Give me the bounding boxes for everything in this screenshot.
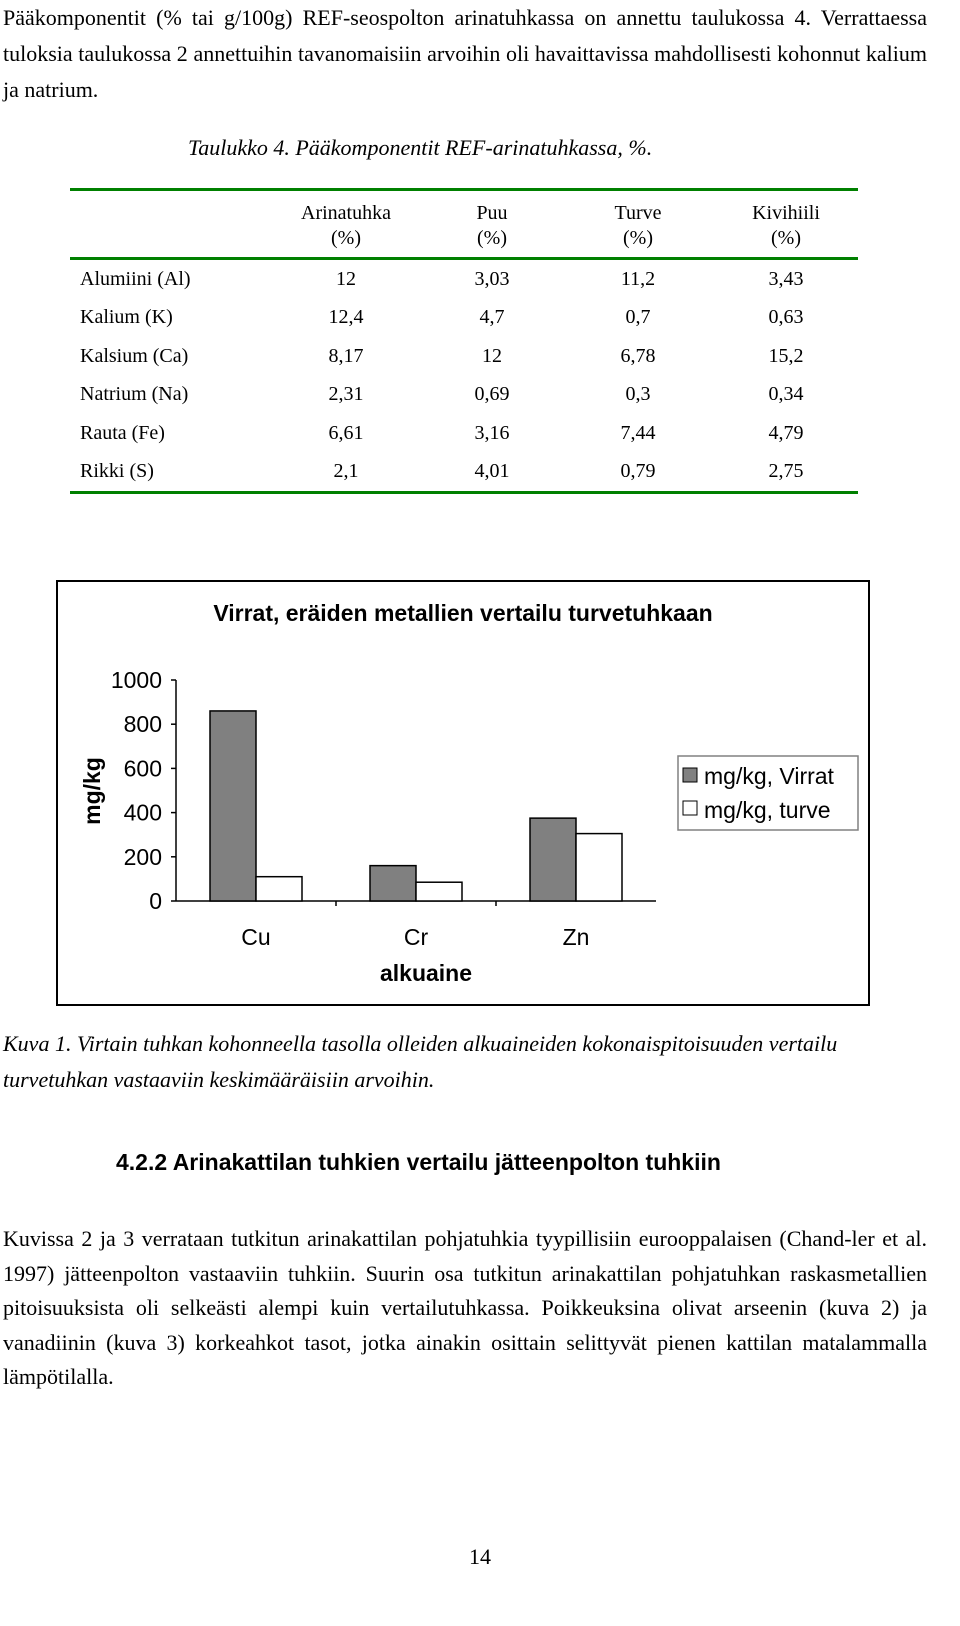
- x-axis-label: alkuaine: [379, 960, 473, 986]
- figure-caption: Kuva 1. Virtain tuhkan kohonneella tasolla olleiden alkuaineiden kokonaispitoisuuden vertailu turvetuhkan vastaaviin keskimääräisiin arvoihin.: [3, 1031, 838, 1092]
- table-cell: 4,7: [479, 306, 505, 329]
- column-header: Arinatuhka (%): [301, 202, 391, 249]
- y-tick-label: 400: [123, 799, 162, 826]
- table-row: [70, 299, 858, 338]
- y-tick-label: 800: [123, 711, 162, 738]
- bar-zn-virrat: [530, 818, 576, 901]
- table-cell: 12: [336, 267, 356, 290]
- column-header: Puu (%): [476, 202, 508, 249]
- x-tick-label: Zn: [562, 924, 590, 950]
- table-cell: 0,7: [625, 306, 651, 329]
- page-number: 14: [469, 1544, 491, 1569]
- table-caption: Taulukko 4. Pääkomponentit REF-arinatuhkassa, %.: [188, 135, 653, 160]
- table-cell: 0,69: [474, 383, 510, 406]
- bar-cr-virrat: [370, 866, 416, 901]
- table-cell: 6,61: [328, 421, 364, 444]
- chart-title: Virrat, eräiden metallien vertailu turvetuhkaan: [213, 600, 713, 626]
- legend-label-turve: mg/kg, turve: [704, 797, 831, 823]
- y-tick-label: 200: [123, 843, 162, 870]
- legend: [678, 756, 858, 830]
- y-ticks: [111, 667, 176, 914]
- y-tick-label: 0: [149, 888, 162, 914]
- table-cell: 0,79: [620, 460, 656, 483]
- table-cell: 3,43: [768, 267, 804, 290]
- bars: [210, 711, 622, 901]
- y-tick-label: 600: [123, 755, 162, 782]
- table-header-row: [70, 190, 858, 259]
- table-header-corner: [70, 190, 270, 259]
- table-cell: 0,63: [768, 306, 804, 329]
- table-cell: 6,78: [620, 344, 656, 367]
- table-row: [70, 259, 858, 299]
- components-table: [70, 188, 858, 494]
- row-label: Kalium (K): [80, 306, 173, 329]
- table-row: [70, 376, 858, 415]
- bar-zn-turve: [576, 834, 622, 901]
- bar-cu-virrat: [210, 711, 256, 901]
- y-axis-label: mg/kg: [79, 757, 105, 825]
- table-cell: 4,79: [768, 421, 804, 444]
- table-cell: 12: [482, 344, 502, 367]
- table-row: [70, 453, 858, 493]
- table-row: [70, 337, 858, 376]
- row-label: Alumiini (Al): [80, 267, 191, 290]
- row-label: Natrium (Na): [80, 383, 189, 406]
- table-row: [70, 414, 858, 453]
- table-cell: 2,75: [768, 460, 804, 483]
- body-paragraph: Kuvissa 2 ja 3 verrataan tutkitun arinakattilan pohjatuhkia tyypillisiin eurooppalaisen (Chand-ler et al. 1997) jätteenpolton vastaaviin tuhkiin. Suurin osa tutkitun arinakattilan pohjatuhkan raskasmetallien pitoisuuksista oli selkeästi alempi kuin vertailutuhkassa. Poikkeuksina olivat arseenin (kuva 2) ja vanadiinin (kuva 3) korkeahkot tasot, jotka ainakin osittain selittyvät pienen kattilan matalammalla lämpötilalla.: [3, 1226, 927, 1389]
- column-header: Kivihiili (%): [752, 202, 820, 249]
- table-cell: 15,2: [768, 344, 804, 367]
- table-cell: 0,34: [768, 383, 804, 406]
- table-cell: 3,03: [474, 267, 510, 290]
- legend-swatch-virrat: [683, 768, 697, 782]
- x-ticks: [241, 901, 589, 950]
- bar-cu-turve: [256, 877, 302, 901]
- bar-chart: [56, 580, 870, 1006]
- x-tick-label: Cr: [403, 924, 429, 950]
- row-label: Rauta (Fe): [80, 421, 165, 444]
- section-heading: 4.2.2 Arinakattilan tuhkien vertailu jätteenpolton tuhkiin: [116, 1149, 721, 1175]
- table-cell: 2,1: [333, 460, 359, 483]
- table-cell: 8,17: [328, 344, 364, 367]
- column-header: Turve (%): [614, 202, 662, 249]
- row-label: Rikki (S): [80, 460, 154, 483]
- table-cell: 2,31: [328, 383, 364, 406]
- table-cell: 3,16: [474, 421, 510, 444]
- x-tick-label: Cu: [241, 924, 271, 950]
- table-cell: 0,3: [625, 383, 651, 406]
- row-label: Kalsium (Ca): [80, 344, 189, 367]
- y-tick-label: 1000: [110, 667, 162, 693]
- intro-paragraph: Pääkomponentit (% tai g/100g) REF-seospolton arinatuhkassa on annettu taulukossa 4. Verrattaessa tuloksia taulukossa 2 annettuihin tavanomaisiin arvoihin oli havaittavissa mahdollisesti kohonnut kalium ja natrium.: [3, 5, 927, 102]
- table-cell: 11,2: [620, 267, 656, 290]
- legend-label-virrat: mg/kg, Virrat: [704, 763, 834, 789]
- bar-cr-turve: [416, 882, 462, 901]
- table-cell: 12,4: [328, 306, 364, 329]
- table-cell: 7,44: [620, 421, 656, 444]
- legend-swatch-turve: [683, 801, 697, 815]
- table-cell: 4,01: [474, 460, 510, 483]
